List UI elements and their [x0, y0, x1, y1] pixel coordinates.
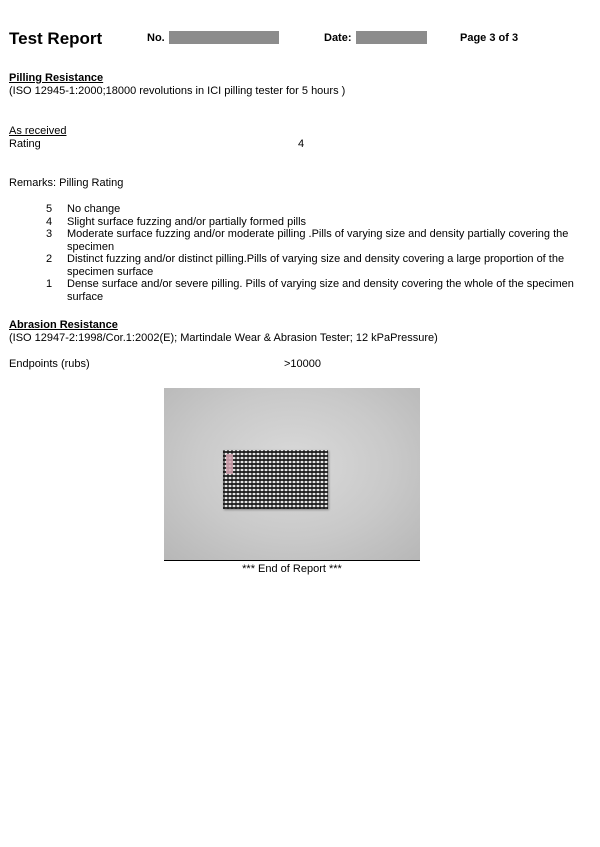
remarks-label: Remarks: Pilling Rating: [9, 177, 124, 189]
report-title: Test Report: [9, 29, 103, 48]
grade-number: 3: [46, 228, 53, 240]
end-of-report: *** End of Report ***: [242, 563, 342, 575]
grade-description: Distinct fuzzing and/or distinct pilling.Pills of varying size and density covering a large proportion of the specimen surface: [67, 253, 565, 278]
endpoints-label: Endpoints (rubs): [9, 358, 90, 370]
grade-number: 2: [46, 253, 53, 265]
grade-description: Slight surface fuzzing and/or partially formed pills: [67, 215, 307, 228]
rating-value: 4: [298, 138, 305, 150]
redacted-report-number: [169, 31, 279, 44]
list-item: [46, 216, 591, 229]
pilling-rating-scale: [46, 203, 591, 303]
page-number: Page 3 of 3: [460, 32, 519, 44]
grade-number: 4: [46, 215, 53, 228]
condition-label: As received: [9, 125, 67, 137]
fabric-sample-photo: [164, 388, 420, 560]
report-header: [9, 29, 594, 51]
date-label: Date:: [324, 32, 352, 44]
list-item: [46, 228, 591, 253]
list-item: [46, 253, 591, 278]
grade-description: Dense surface and/or severe pilling. Pills of varying size and density covering the whole of the specimen surface: [67, 278, 574, 303]
grade-description: Moderate surface fuzzing and/or moderate pilling .Pills of varying size and density partially covering the specimen: [67, 228, 569, 253]
grade-description: No change: [67, 203, 121, 215]
list-item: [46, 203, 591, 216]
report-number-label: No.: [147, 32, 165, 44]
list-item: [46, 278, 591, 303]
abrasion-heading: Abrasion Resistance: [9, 319, 118, 331]
rating-label: Rating: [9, 138, 41, 150]
abrasion-method: (ISO 12947-2:1998/Cor.1:2002(E); Martindale Wear & Abrasion Tester; 12 kPaPressure): [9, 332, 438, 344]
divider: [164, 560, 420, 561]
pilling-method: (ISO 12945-1:2000;18000 revolutions in ICI pilling tester for 5 hours ): [9, 85, 346, 97]
grade-number: 5: [46, 203, 53, 215]
fabric-swatch: [223, 450, 328, 509]
grade-number: 1: [46, 278, 53, 290]
pilling-heading: Pilling Resistance: [9, 72, 104, 84]
sample-tag: [226, 454, 233, 474]
endpoints-value: >10000: [284, 358, 322, 370]
redacted-date: [356, 31, 427, 44]
